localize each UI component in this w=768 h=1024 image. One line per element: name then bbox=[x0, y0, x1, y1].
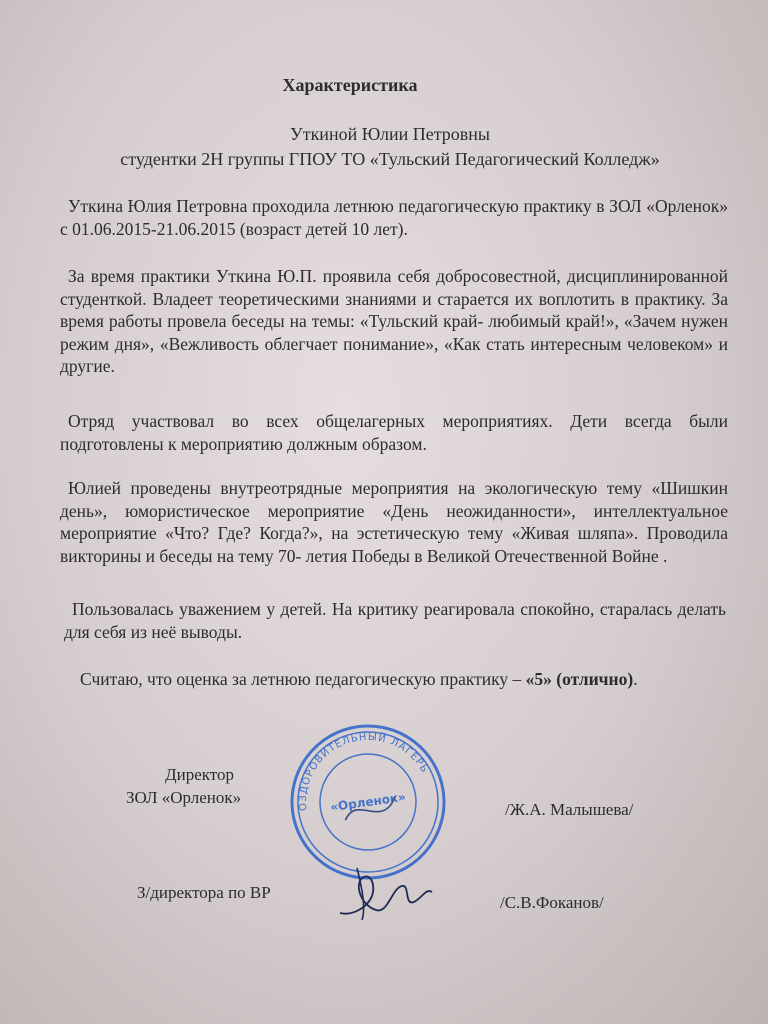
stamp-outer-text: ОЗДОРОВИТЕЛЬНЫЙ ЛАГЕРЬ bbox=[297, 731, 431, 812]
subject-name: Уткиной Юлии Петровны bbox=[289, 124, 491, 144]
subject-group: студентки 2Н группы ГПОУ ТО «Тульский Педагогический Колледж» bbox=[120, 149, 660, 169]
director-name: /Ж.А. Малышева/ bbox=[505, 800, 634, 819]
conclusion-end: . bbox=[633, 669, 638, 689]
deputy-title: З/директора по ВР bbox=[137, 883, 271, 902]
conclusion-text: Считаю, что оценка за летнюю педагогическую практику – bbox=[80, 669, 526, 689]
paragraph-practice: Уткина Юлия Петровна проходила летнюю педагогическую практику в ЗОЛ «Орленок» с 01.06.2015-21.06.2015 (возраст детей 10 лет). bbox=[60, 196, 728, 239]
document-title: Характеристика bbox=[282, 75, 418, 95]
director-title-line2: ЗОЛ «Орленок» bbox=[126, 788, 242, 807]
conclusion bbox=[80, 668, 638, 690]
paragraph-respect: Пользовалась уважением у детей. На критику реагировала спокойно, старалась делать для себя из неё выводы. bbox=[64, 599, 726, 642]
paragraph-qualities: За время практики Уткина Ю.П. проявила себя добросовестной, дисциплинированной студенткой. Владеет теоретическими знаниями и старается их воплотить в практику. За время работы провела беседы на темы: «Тульский край- любимый край!», «Зачем нужен режим дня», «Вежливость облегчает понимание», «Как стать интересным человеком» и другие. bbox=[60, 266, 728, 376]
stamp-inner-text: «Орленок» bbox=[329, 789, 407, 815]
paragraph-squad: Отряд участвовал во всех общелагерных мероприятиях. Дети всегда были подготовлены к мероприятию должным образом. bbox=[60, 411, 728, 454]
deputy-signature bbox=[332, 858, 442, 928]
deputy-name: /С.В.Фоканов/ bbox=[500, 893, 604, 912]
director-title-line1: Директор bbox=[165, 765, 234, 784]
grade: «5» (отлично) bbox=[525, 669, 634, 689]
paragraph-events: Юлией проведены внутреотрядные мероприятия на экологическую тему «Шишкин день», юмористическое мероприятие «День неожиданности», интеллектуальное мероприятие «Что? Где? Когда?», на эстетическую тему «Живая шляпа». Проводила викторины и беседы на тему 70- летия Победы в Великой Отечественной Войне . bbox=[60, 478, 728, 566]
